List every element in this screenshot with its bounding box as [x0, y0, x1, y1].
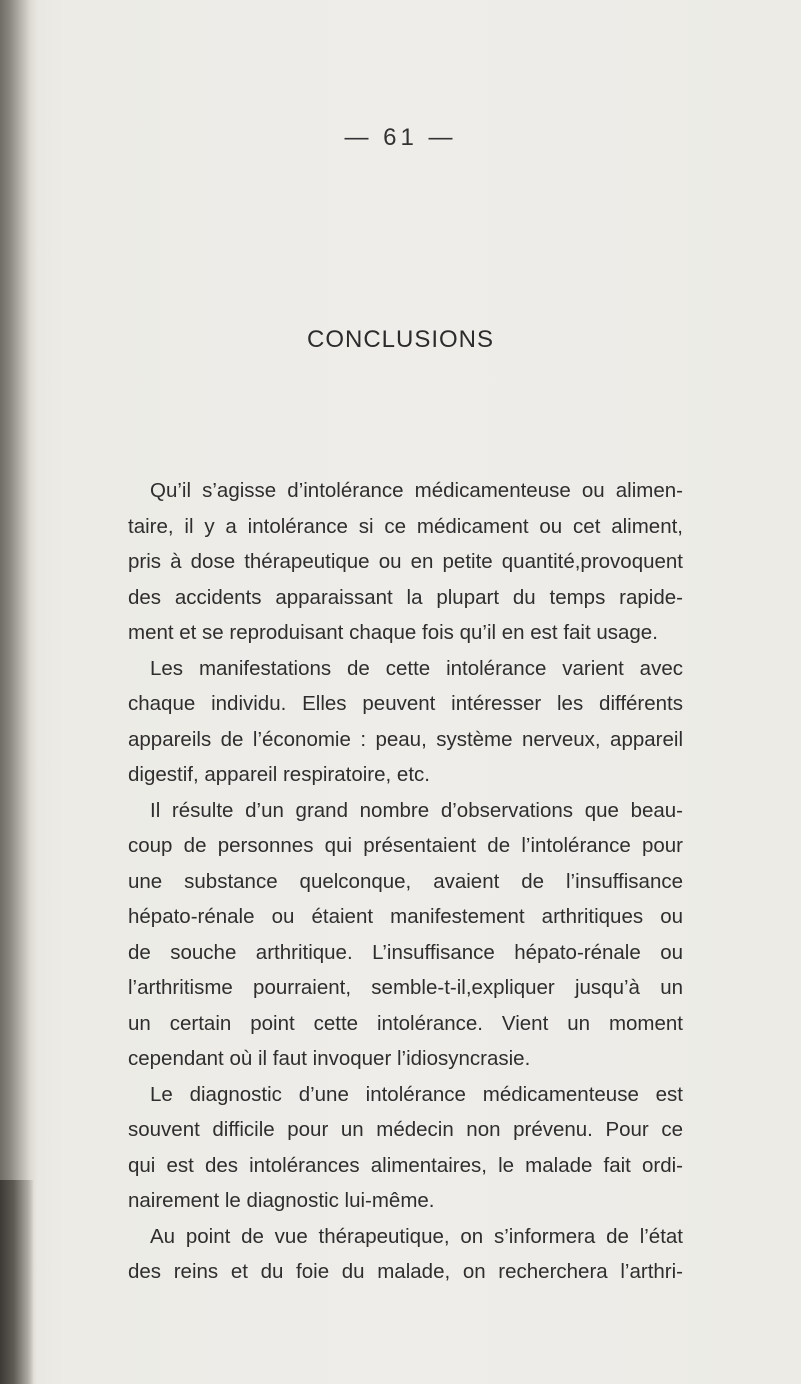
text-line: nairement le diagnostic lui-même. [128, 1189, 435, 1212]
text-line: digestif, appareil respiratoire, etc. [128, 763, 430, 786]
text-line: de souche arthritique. L’insuffisance hépato-rénale ou [128, 940, 683, 964]
text-line: Le diagnostic d’une intolérance médicamenteuse est [150, 1082, 683, 1106]
section-heading: CONCLUSIONS [306, 326, 495, 353]
text-line: une substance quelconque, avaient de l’insuffisance [128, 869, 683, 893]
binding-dark-edge [0, 1180, 34, 1384]
text-line: Il résulte d’un grand nombre d’observations que beau- [150, 798, 683, 822]
text-line: pris à dose thérapeutique ou en petite quantité,provoquent [128, 550, 683, 573]
text-line: Les manifestations de cette intolérance varient avec [150, 656, 683, 680]
text-line: Qu’il s’agisse d’intolérance médicamenteuse ou alimen- [150, 479, 683, 502]
text-line: taire, il y a intolérance si ce médicament ou cet aliment, [128, 514, 683, 538]
text-line: cependant où il faut invoquer l’idiosyncrasie. [128, 1047, 531, 1070]
body-text [128, 473, 683, 1290]
text-line: chaque individu. Elles peuvent intéresser les différents [128, 692, 683, 715]
text-line: des accidents apparaissant la plupart du temps rapide- [128, 585, 683, 609]
text-line: appareils de l’économie : peau, système nerveux, appareil [128, 727, 683, 751]
text-line: hépato-rénale ou étaient manifestement arthritiques ou [128, 905, 683, 928]
text-line: ment et se reproduisant chaque fois qu’il en est fait usage. [128, 621, 658, 644]
text-line: coup de personnes qui présentaient de l’intolérance pour [128, 834, 683, 857]
text-line: qui est des intolérances alimentaires, le malade fait ordi- [128, 1153, 683, 1177]
binding-shadow [0, 0, 38, 1384]
text-line: l’arthritisme pourraient, semble-t-il,expliquer jusqu’à un [128, 976, 683, 999]
text-line: des reins et du foie du malade, on recherchera l’arthri- [128, 1260, 683, 1283]
text-line: un certain point cette intolérance. Vient un moment [128, 1011, 683, 1035]
text-line: Au point de vue thérapeutique, on s’informera de l’état [150, 1224, 683, 1248]
page-number: — 61 — [344, 124, 457, 151]
text-line: souvent difficile pour un médecin non prévenu. Pour ce [128, 1118, 683, 1141]
